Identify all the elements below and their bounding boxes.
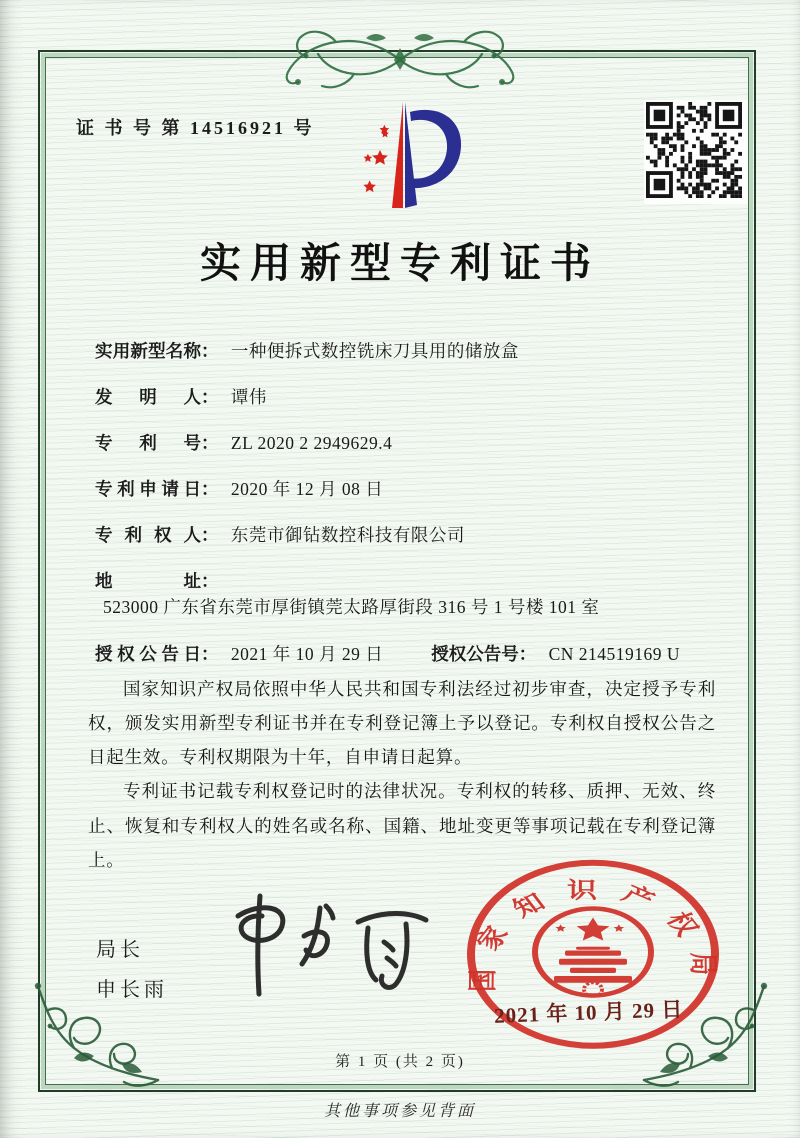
field-label: 地址 bbox=[95, 571, 201, 591]
legal-paragraph-2: 专利证书记载专利权登记时的法律状况。专利权的转移、质押、无效、终止、恢复和专利权人的姓名或名称、国籍、地址变更等事项记载在专利登记簿上。 bbox=[88, 781, 716, 870]
certificate-number: 证 书 号 第 14516921 号 bbox=[76, 118, 315, 138]
field-value: CN 214519169 U bbox=[548, 644, 681, 664]
field-label: 发明人 bbox=[95, 387, 201, 407]
field-grant-row bbox=[95, 641, 725, 667]
field-colon: ： bbox=[201, 479, 219, 499]
legal-text bbox=[88, 672, 716, 877]
field-label: 授权公告号 bbox=[431, 644, 519, 664]
field-value: ZL 2020 2 2949629.4 bbox=[230, 433, 393, 453]
seal-org-text: 国家知识产权局 bbox=[465, 877, 721, 992]
field-filing-date bbox=[95, 476, 725, 502]
handwritten-signature bbox=[198, 882, 448, 1012]
field-grant-number bbox=[431, 641, 680, 667]
qr-code bbox=[644, 100, 748, 204]
field-value: 东莞市御钻数控科技有限公司 bbox=[230, 525, 465, 545]
legal-paragraph-1: 国家知识产权局依照中华人民共和国专利法经过初步审查，决定授予专利权，颁发实用新型专利证书并在专利登记簿上予以登记。专利权自授权公告之日起生效。专利权期限为十年，自申请日起算。 bbox=[88, 679, 716, 768]
field-inventor bbox=[95, 384, 725, 410]
field-label: 授权公告日 bbox=[95, 644, 201, 664]
field-grant-date bbox=[95, 641, 383, 667]
field-colon: ： bbox=[201, 525, 219, 545]
certificate-fields bbox=[95, 338, 725, 687]
top-scroll-ornament-icon bbox=[270, 8, 530, 100]
field-patent-number bbox=[95, 430, 725, 456]
signer-block bbox=[96, 930, 168, 1010]
field-utility-model-name bbox=[95, 338, 725, 364]
cnipa-logo-icon bbox=[336, 90, 476, 222]
field-colon: ： bbox=[201, 571, 219, 591]
field-label: 专利号 bbox=[95, 433, 201, 453]
field-patentee bbox=[95, 522, 725, 548]
national-emblem-icon bbox=[535, 909, 651, 997]
field-colon: ： bbox=[201, 387, 219, 407]
field-colon: ： bbox=[518, 644, 537, 664]
field-address bbox=[95, 568, 725, 621]
signer-title: 局长 bbox=[96, 939, 144, 961]
field-colon: ： bbox=[201, 433, 219, 453]
field-colon: ： bbox=[201, 644, 219, 664]
field-value: 523000 广东省东莞市厚街镇莞太路厚街段 316 号 1 号楼 101 室 bbox=[103, 597, 600, 617]
field-value: 2020 年 12 月 08 日 bbox=[230, 479, 384, 499]
signer-name: 申长雨 bbox=[96, 979, 168, 1001]
field-label: 专利申请日 bbox=[95, 479, 201, 499]
page-number: 第 1 页 (共 2 页) bbox=[335, 1054, 465, 1070]
certificate-title: 实用新型专利证书 bbox=[200, 240, 600, 286]
field-value: 一种便拆式数控铣床刀具用的储放盒 bbox=[230, 341, 519, 361]
field-label: 实用新型名称 bbox=[95, 341, 201, 361]
field-label: 专利权人 bbox=[95, 525, 201, 545]
field-colon: ： bbox=[201, 341, 219, 361]
back-side-note: 其他事项参见背面 bbox=[323, 1103, 476, 1120]
field-value: 谭伟 bbox=[230, 387, 267, 407]
seal-date: 2021 年 10 月 29 日 bbox=[493, 997, 684, 1028]
field-value: 2021 年 10 月 29 日 bbox=[230, 644, 384, 664]
